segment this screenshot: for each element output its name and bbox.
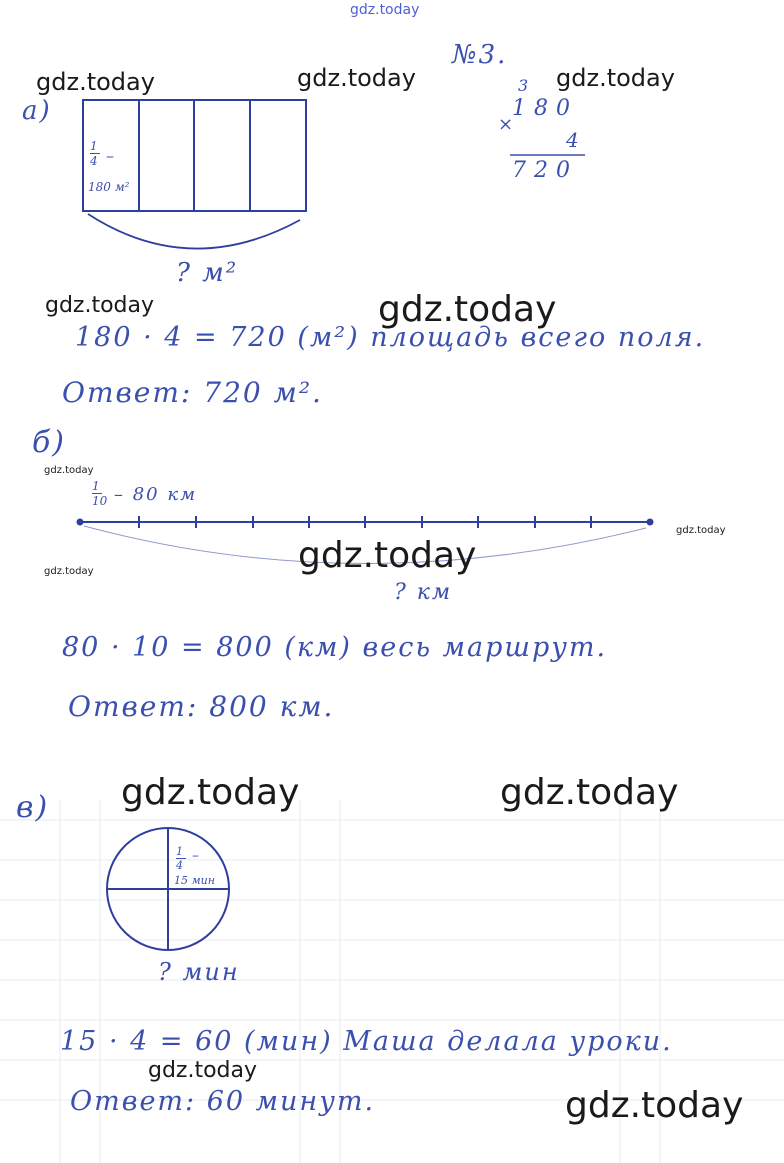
watermark: gdz.today	[44, 566, 94, 577]
part-v-segment-value: 15 мин	[174, 874, 215, 887]
task-number: №3.	[452, 40, 508, 70]
fraction-denominator: 4	[90, 154, 98, 168]
part-a-segment-value: 180 м²	[88, 180, 130, 194]
part-a-label: а)	[22, 96, 52, 126]
watermark: gdz.today	[500, 772, 679, 813]
mult-bottom: 4	[566, 128, 581, 152]
mult-sign: ×	[498, 114, 516, 135]
watermark: gdz.today	[298, 535, 477, 576]
watermark: gdz.today	[378, 289, 557, 330]
watermark: gdz.today	[565, 1085, 744, 1126]
watermark: gdz.today	[148, 1058, 258, 1083]
watermark: gdz.today	[121, 772, 300, 813]
part-b-question: ? км	[394, 580, 453, 605]
part-a-fraction	[90, 140, 100, 167]
part-b-label: б)	[32, 425, 67, 460]
mult-top: 180	[512, 96, 578, 121]
part-v-question: ? мин	[158, 958, 240, 986]
part-b-answer: Ответ: 800 км.	[68, 690, 335, 723]
part-b-fraction	[92, 480, 107, 507]
watermark: gdz.today	[297, 64, 416, 92]
part-a-rectangle	[83, 100, 306, 249]
fraction-denominator: 10	[92, 494, 108, 508]
part-v-fraction	[176, 846, 186, 871]
part-a-question: ? м²	[176, 258, 239, 288]
watermark: gdz.today	[556, 64, 675, 92]
watermark: gdz.today	[676, 525, 726, 536]
part-v-fraction-dash: –	[192, 848, 201, 864]
fraction-denominator: 4	[176, 859, 183, 872]
part-a-equation: 180 · 4 = 720 (м²) площадь всего поля.	[75, 322, 706, 353]
part-v-label: в)	[16, 790, 50, 825]
fraction-numerator: 1	[92, 479, 100, 493]
part-b-segment-value: – 80 км	[114, 484, 198, 505]
part-a-answer: Ответ: 720 м².	[62, 376, 323, 409]
part-b-equation: 80 · 10 = 800 (км) весь маршрут.	[62, 632, 608, 663]
mult-carry: 3	[518, 76, 531, 95]
fraction-numerator: 1	[176, 845, 183, 858]
part-v-equation: 15 · 4 = 60 (мин) Маша делала уроки.	[60, 1026, 673, 1057]
mult-result: 720	[512, 158, 578, 183]
watermark-top: gdz.today	[350, 2, 420, 18]
fraction-numerator: 1	[90, 139, 98, 153]
watermark: gdz.today	[36, 68, 155, 96]
part-v-answer: Ответ: 60 минут.	[70, 1086, 376, 1117]
part-a-fraction-dash: –	[106, 146, 116, 165]
watermark: gdz.today	[45, 293, 155, 318]
watermark: gdz.today	[44, 465, 94, 476]
part-v-circle	[107, 828, 229, 950]
